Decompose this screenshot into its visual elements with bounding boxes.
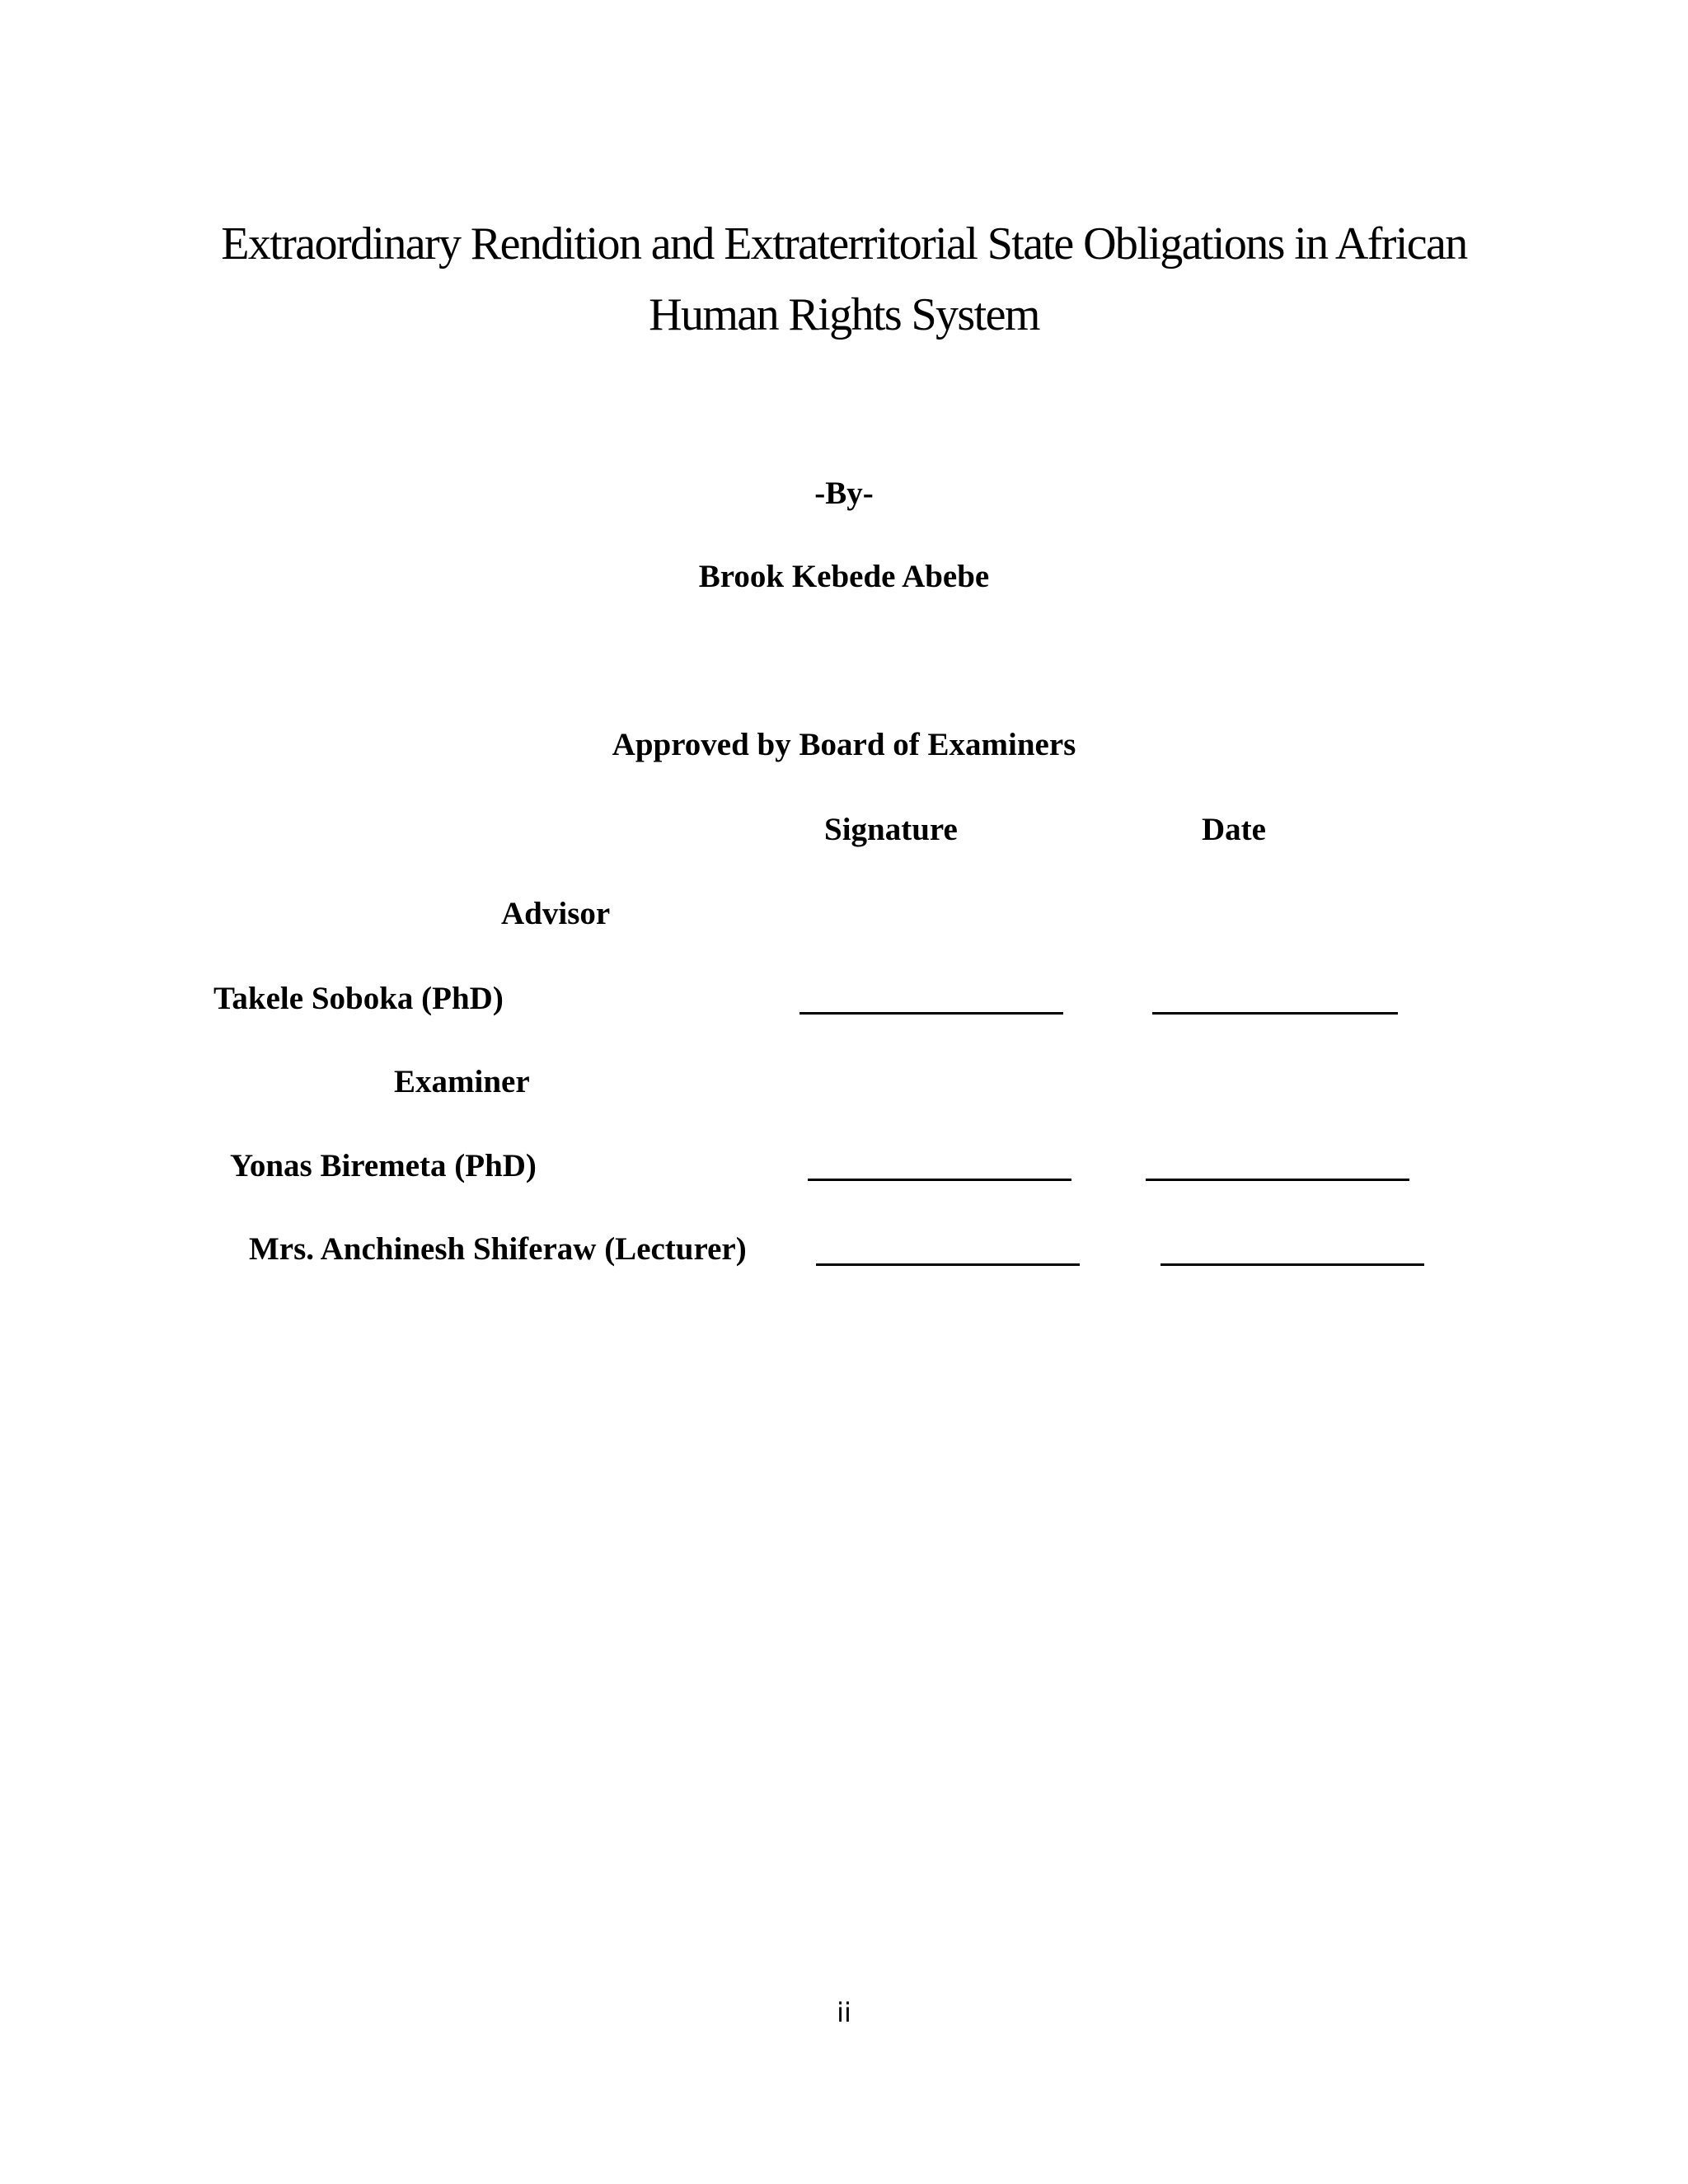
advisor-heading: Advisor [501, 896, 611, 931]
by-label: -By- [814, 476, 874, 511]
examiner-2-signature-line [816, 1263, 1080, 1266]
advisor-signature-line [799, 1012, 1063, 1015]
title-line-1: Extraordinary Rendition and Extraterritorial State Obligations in African [221, 218, 1467, 269]
page-number: ii [837, 1997, 851, 2028]
advisor-name: Takele Soboka (PhD) [213, 981, 504, 1016]
examiner-1-date-line [1146, 1179, 1409, 1181]
approval-heading: Approved by Board of Examiners [612, 727, 1076, 762]
date-column-header: Date [1202, 812, 1266, 847]
advisor-date-line [1152, 1012, 1398, 1015]
author-name: Brook Kebede Abebe [698, 559, 990, 594]
signature-column-header: Signature [824, 812, 958, 847]
examiner-name: Mrs. Anchinesh Shiferaw (Lecturer) [249, 1231, 747, 1267]
examiner-1-signature-line [808, 1179, 1071, 1181]
title-line-2: Human Rights System [649, 289, 1039, 340]
examiner-2-date-line [1160, 1263, 1424, 1266]
examiner-name: Yonas Biremeta (PhD) [230, 1148, 537, 1183]
examiner-heading: Examiner [394, 1064, 530, 1099]
